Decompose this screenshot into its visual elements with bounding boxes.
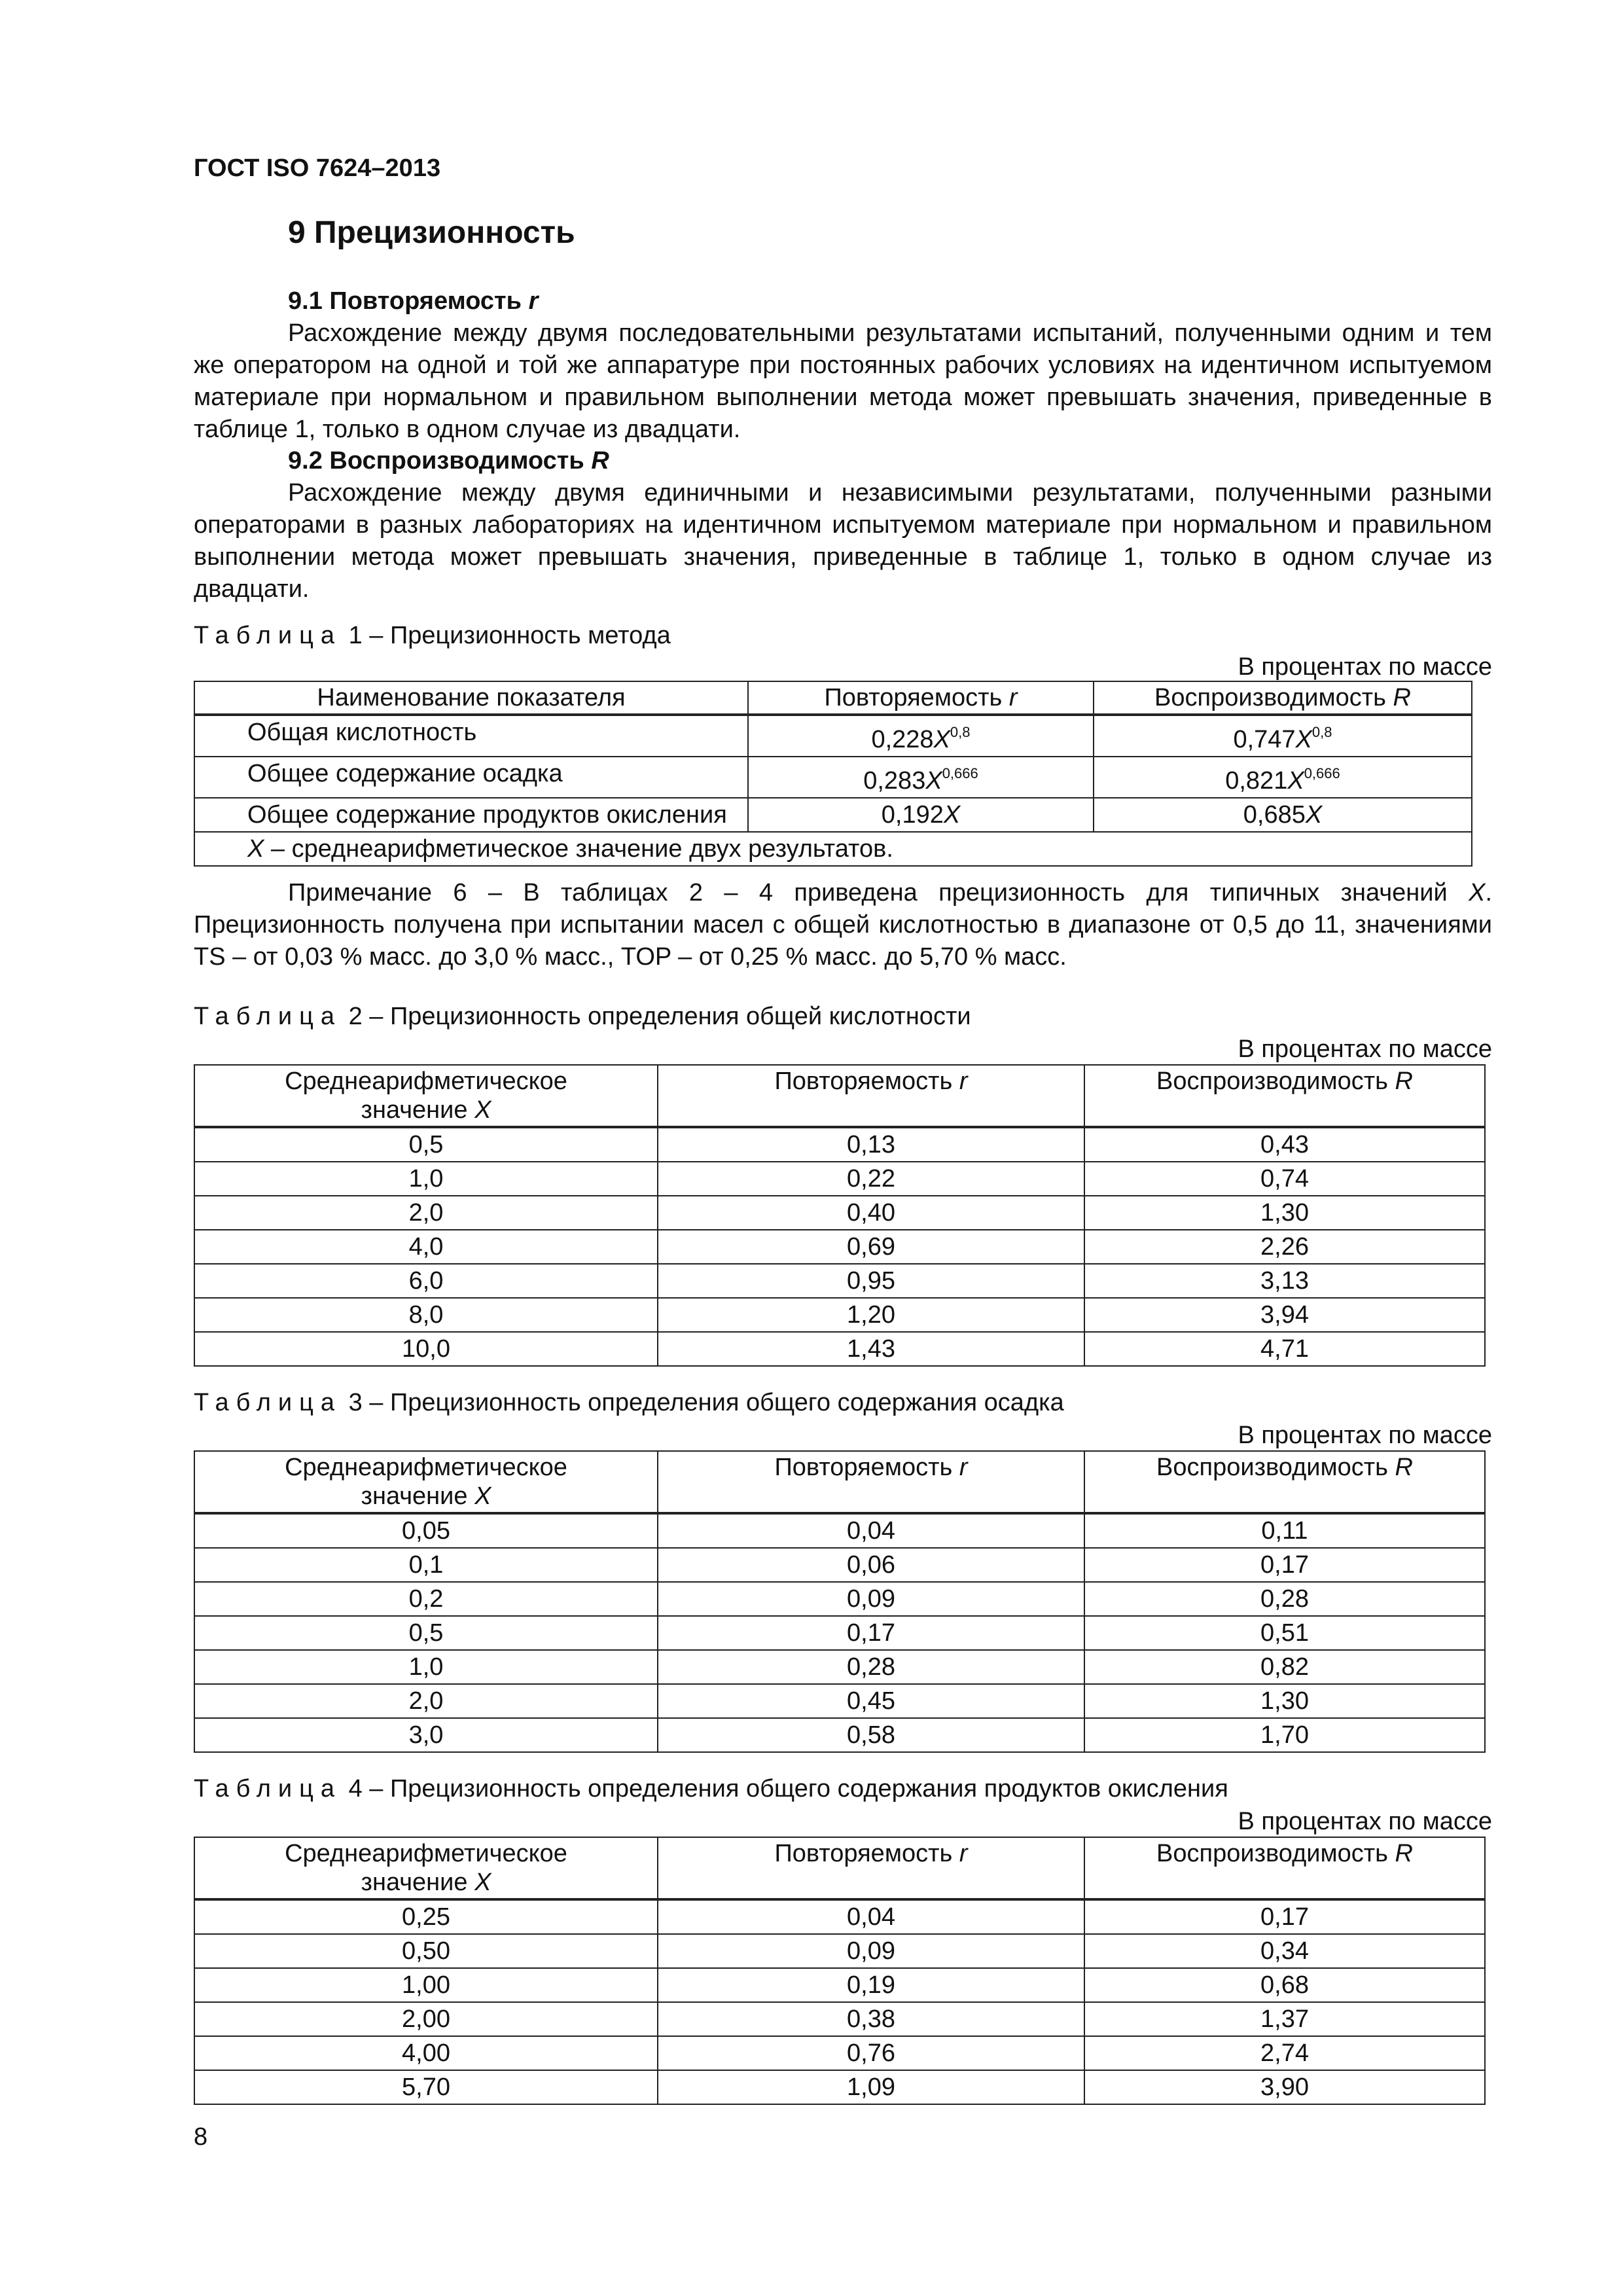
subsection-reproducibility — [194, 445, 1492, 605]
table-row — [194, 1298, 1485, 1332]
cell: $0,228X^{0,8}$ — [748, 715, 1094, 757]
table-row — [194, 757, 1472, 798]
subsection-title: 9.2 Воспроизводимость R — [288, 447, 609, 475]
table-row — [194, 1196, 1485, 1230]
cell: 3,0 — [194, 1718, 658, 1752]
table-caption: Таблица 4 – Прецизионность определения общего содержания продуктов окисления — [194, 1775, 1228, 1803]
cell: 0,43 — [1084, 1127, 1485, 1162]
column-header: Наименование показателя — [194, 681, 748, 715]
cell: 3,94 — [1084, 1298, 1485, 1332]
table-row — [194, 2070, 1485, 2104]
cell: 2,74 — [1084, 2036, 1485, 2070]
table-units: В процентах по массе — [1238, 653, 1492, 681]
cell: 8,0 — [194, 1298, 658, 1332]
column-header: Среднеарифметическое значение X — [194, 1837, 658, 1899]
cell: 0,1 — [194, 1548, 658, 1582]
table-row — [194, 1548, 1485, 1582]
subsection-repeatability — [194, 285, 1492, 446]
table-row — [194, 1718, 1485, 1752]
cell: 0,74 — [1084, 1162, 1485, 1196]
table-row — [194, 1899, 1485, 1934]
cell: 2,0 — [194, 1196, 658, 1230]
cell: 1,30 — [1084, 1196, 1485, 1230]
cell: 0,04 — [658, 1899, 1084, 1934]
cell: 0,25 — [194, 1899, 658, 1934]
cell: 0,04 — [658, 1513, 1084, 1548]
cell: 0,19 — [658, 1968, 1084, 2002]
table-row — [194, 1934, 1485, 1968]
cell: 0,17 — [1084, 1899, 1485, 1934]
table-row — [194, 1616, 1485, 1650]
table-row — [194, 1230, 1485, 1264]
table-caption: Таблица 2 – Прецизионность определения общей кислотности — [194, 1003, 971, 1030]
cell: 0,28 — [658, 1650, 1084, 1684]
cell: Общее содержание продуктов окисления — [194, 798, 748, 832]
cell: 0,06 — [658, 1548, 1084, 1582]
table-row — [194, 2002, 1485, 2036]
cell: 0,40 — [658, 1196, 1084, 1230]
cell: $0,747X^{0,8}$ — [1094, 715, 1472, 757]
column-header: Среднеарифметическое значение X — [194, 1451, 658, 1513]
table-row — [194, 1650, 1485, 1684]
cell: $0,283X^{0,666}$ — [748, 757, 1094, 798]
column-header: Воспроизводимость R — [1084, 1451, 1485, 1513]
cell: 0,50 — [194, 1934, 658, 1968]
table-total-sediment — [194, 1450, 1486, 1753]
table-row — [194, 1582, 1485, 1616]
column-header: Воспроизводимость R — [1084, 1837, 1485, 1899]
cell: 1,09 — [658, 2070, 1084, 2104]
cell: 0,05 — [194, 1513, 658, 1548]
cell: 0,2 — [194, 1582, 658, 1616]
cell: 0,45 — [658, 1684, 1084, 1718]
cell: 4,71 — [1084, 1332, 1485, 1366]
table-row — [194, 2036, 1485, 2070]
cell: 0,76 — [658, 2036, 1084, 2070]
cell: 0,68 — [1084, 1968, 1485, 2002]
cell: 0,22 — [658, 1162, 1084, 1196]
cell: 0,69 — [658, 1230, 1084, 1264]
table-units: В процентах по массе — [1238, 1422, 1492, 1449]
page-number: 8 — [194, 2123, 208, 2151]
cell: 1,00 — [194, 1968, 658, 2002]
cell: 0,685X — [1094, 798, 1472, 832]
cell: 0,192X — [748, 798, 1094, 832]
cell: 1,70 — [1084, 1718, 1485, 1752]
column-header: Среднеарифметическое значение X — [194, 1065, 658, 1127]
column-header: Воспроизводимость R — [1094, 681, 1472, 715]
table-row — [194, 1968, 1485, 2002]
document-header: ГОСТ ISO 7624–2013 — [194, 154, 441, 182]
cell: 0,5 — [194, 1616, 658, 1650]
cell: 3,13 — [1084, 1264, 1485, 1298]
table-units: В процентах по массе — [1238, 1808, 1492, 1835]
table-row — [194, 798, 1472, 832]
cell: 0,38 — [658, 2002, 1084, 2036]
table-caption: Таблица 3 – Прецизионность определения общего содержания осадка — [194, 1389, 1064, 1416]
table-row — [194, 1332, 1485, 1366]
column-header: Повторяемость r — [658, 1451, 1084, 1513]
cell: $0,821X^{0,666}$ — [1094, 757, 1472, 798]
table-total-acidity — [194, 1064, 1486, 1367]
cell: 2,0 — [194, 1684, 658, 1718]
table-row — [194, 1162, 1485, 1196]
cell: Общая кислотность — [194, 715, 748, 757]
cell: 3,90 — [1084, 2070, 1485, 2104]
cell: 2,00 — [194, 2002, 658, 2036]
cell: 1,30 — [1084, 1684, 1485, 1718]
table-footnote-row — [194, 832, 1472, 866]
cell: 2,26 — [1084, 1230, 1485, 1264]
table-row — [194, 1684, 1485, 1718]
subsection-title: 9.1 Повторяемость r — [288, 287, 539, 315]
cell: 0,09 — [658, 1934, 1084, 1968]
cell: 1,0 — [194, 1650, 658, 1684]
cell: 10,0 — [194, 1332, 658, 1366]
table-row — [194, 1127, 1485, 1162]
cell: 0,17 — [1084, 1548, 1485, 1582]
cell: 0,82 — [1084, 1650, 1485, 1684]
cell: 0,5 — [194, 1127, 658, 1162]
table-caption: Таблица 1 – Прецизионность метода — [194, 622, 671, 649]
column-header: Воспроизводимость R — [1084, 1065, 1485, 1127]
cell: 1,0 — [194, 1162, 658, 1196]
table-row — [194, 1513, 1485, 1548]
cell: 0,09 — [658, 1582, 1084, 1616]
cell: 1,43 — [658, 1332, 1084, 1366]
table-method-precision — [194, 681, 1472, 867]
cell: 6,0 — [194, 1264, 658, 1298]
cell: 5,70 — [194, 2070, 658, 2104]
table-footnote: X – среднеарифметическое значение двух результатов. — [194, 832, 1472, 866]
cell: 0,95 — [658, 1264, 1084, 1298]
table-row — [194, 1264, 1485, 1298]
cell: 1,20 — [658, 1298, 1084, 1332]
cell: 0,11 — [1084, 1513, 1485, 1548]
cell: 0,34 — [1084, 1934, 1485, 1968]
cell: Общее содержание осадка — [194, 757, 748, 798]
cell: 0,13 — [658, 1127, 1084, 1162]
cell: 4,00 — [194, 2036, 658, 2070]
paragraph: Расхождение между двумя единичными и независимыми результатами, полученными разными операторами в разных лабораториях на идентичном испытуемом материале при нормальном и правильном выполнении метода может превышать значения, приведенные в таблице 1, только в одном случае из двадцати. — [194, 479, 1492, 603]
table-oxidation-products — [194, 1837, 1486, 2105]
table-units: В процентах по массе — [1238, 1035, 1492, 1063]
cell: 0,17 — [658, 1616, 1084, 1650]
column-header: Повторяемость r — [658, 1837, 1084, 1899]
cell: 0,28 — [1084, 1582, 1485, 1616]
cell: 0,58 — [658, 1718, 1084, 1752]
section-title: 9 Прецизионность — [288, 215, 575, 250]
column-header: Повторяемость r — [658, 1065, 1084, 1127]
table-row — [194, 715, 1472, 757]
cell: 1,37 — [1084, 2002, 1485, 2036]
note-6: Примечание 6 – В таблицах 2 – 4 приведена прецизионность для типичных значений X. Прецизионность получена при испытании масел с общей кислотностью в диапазоне от 0,5 до 11, значениями TS – от 0,03 % масс. до 3,0 % масс., TOP – от 0,25 % масс. до 5,70 % масс. — [194, 879, 1492, 971]
paragraph: Расхождение между двумя последовательными результатами испытаний, полученными одним и тем же оператором на одной и той же аппаратуре при постоянных рабочих условиях на идентичном испытуемом материале при нормальном и правильном выполнении метода может превышать значения, приведенные в таблице 1, только в одном случае из двадцати. — [194, 319, 1492, 443]
cell: 4,0 — [194, 1230, 658, 1264]
column-header: Повторяемость r — [748, 681, 1094, 715]
cell: 0,51 — [1084, 1616, 1485, 1650]
